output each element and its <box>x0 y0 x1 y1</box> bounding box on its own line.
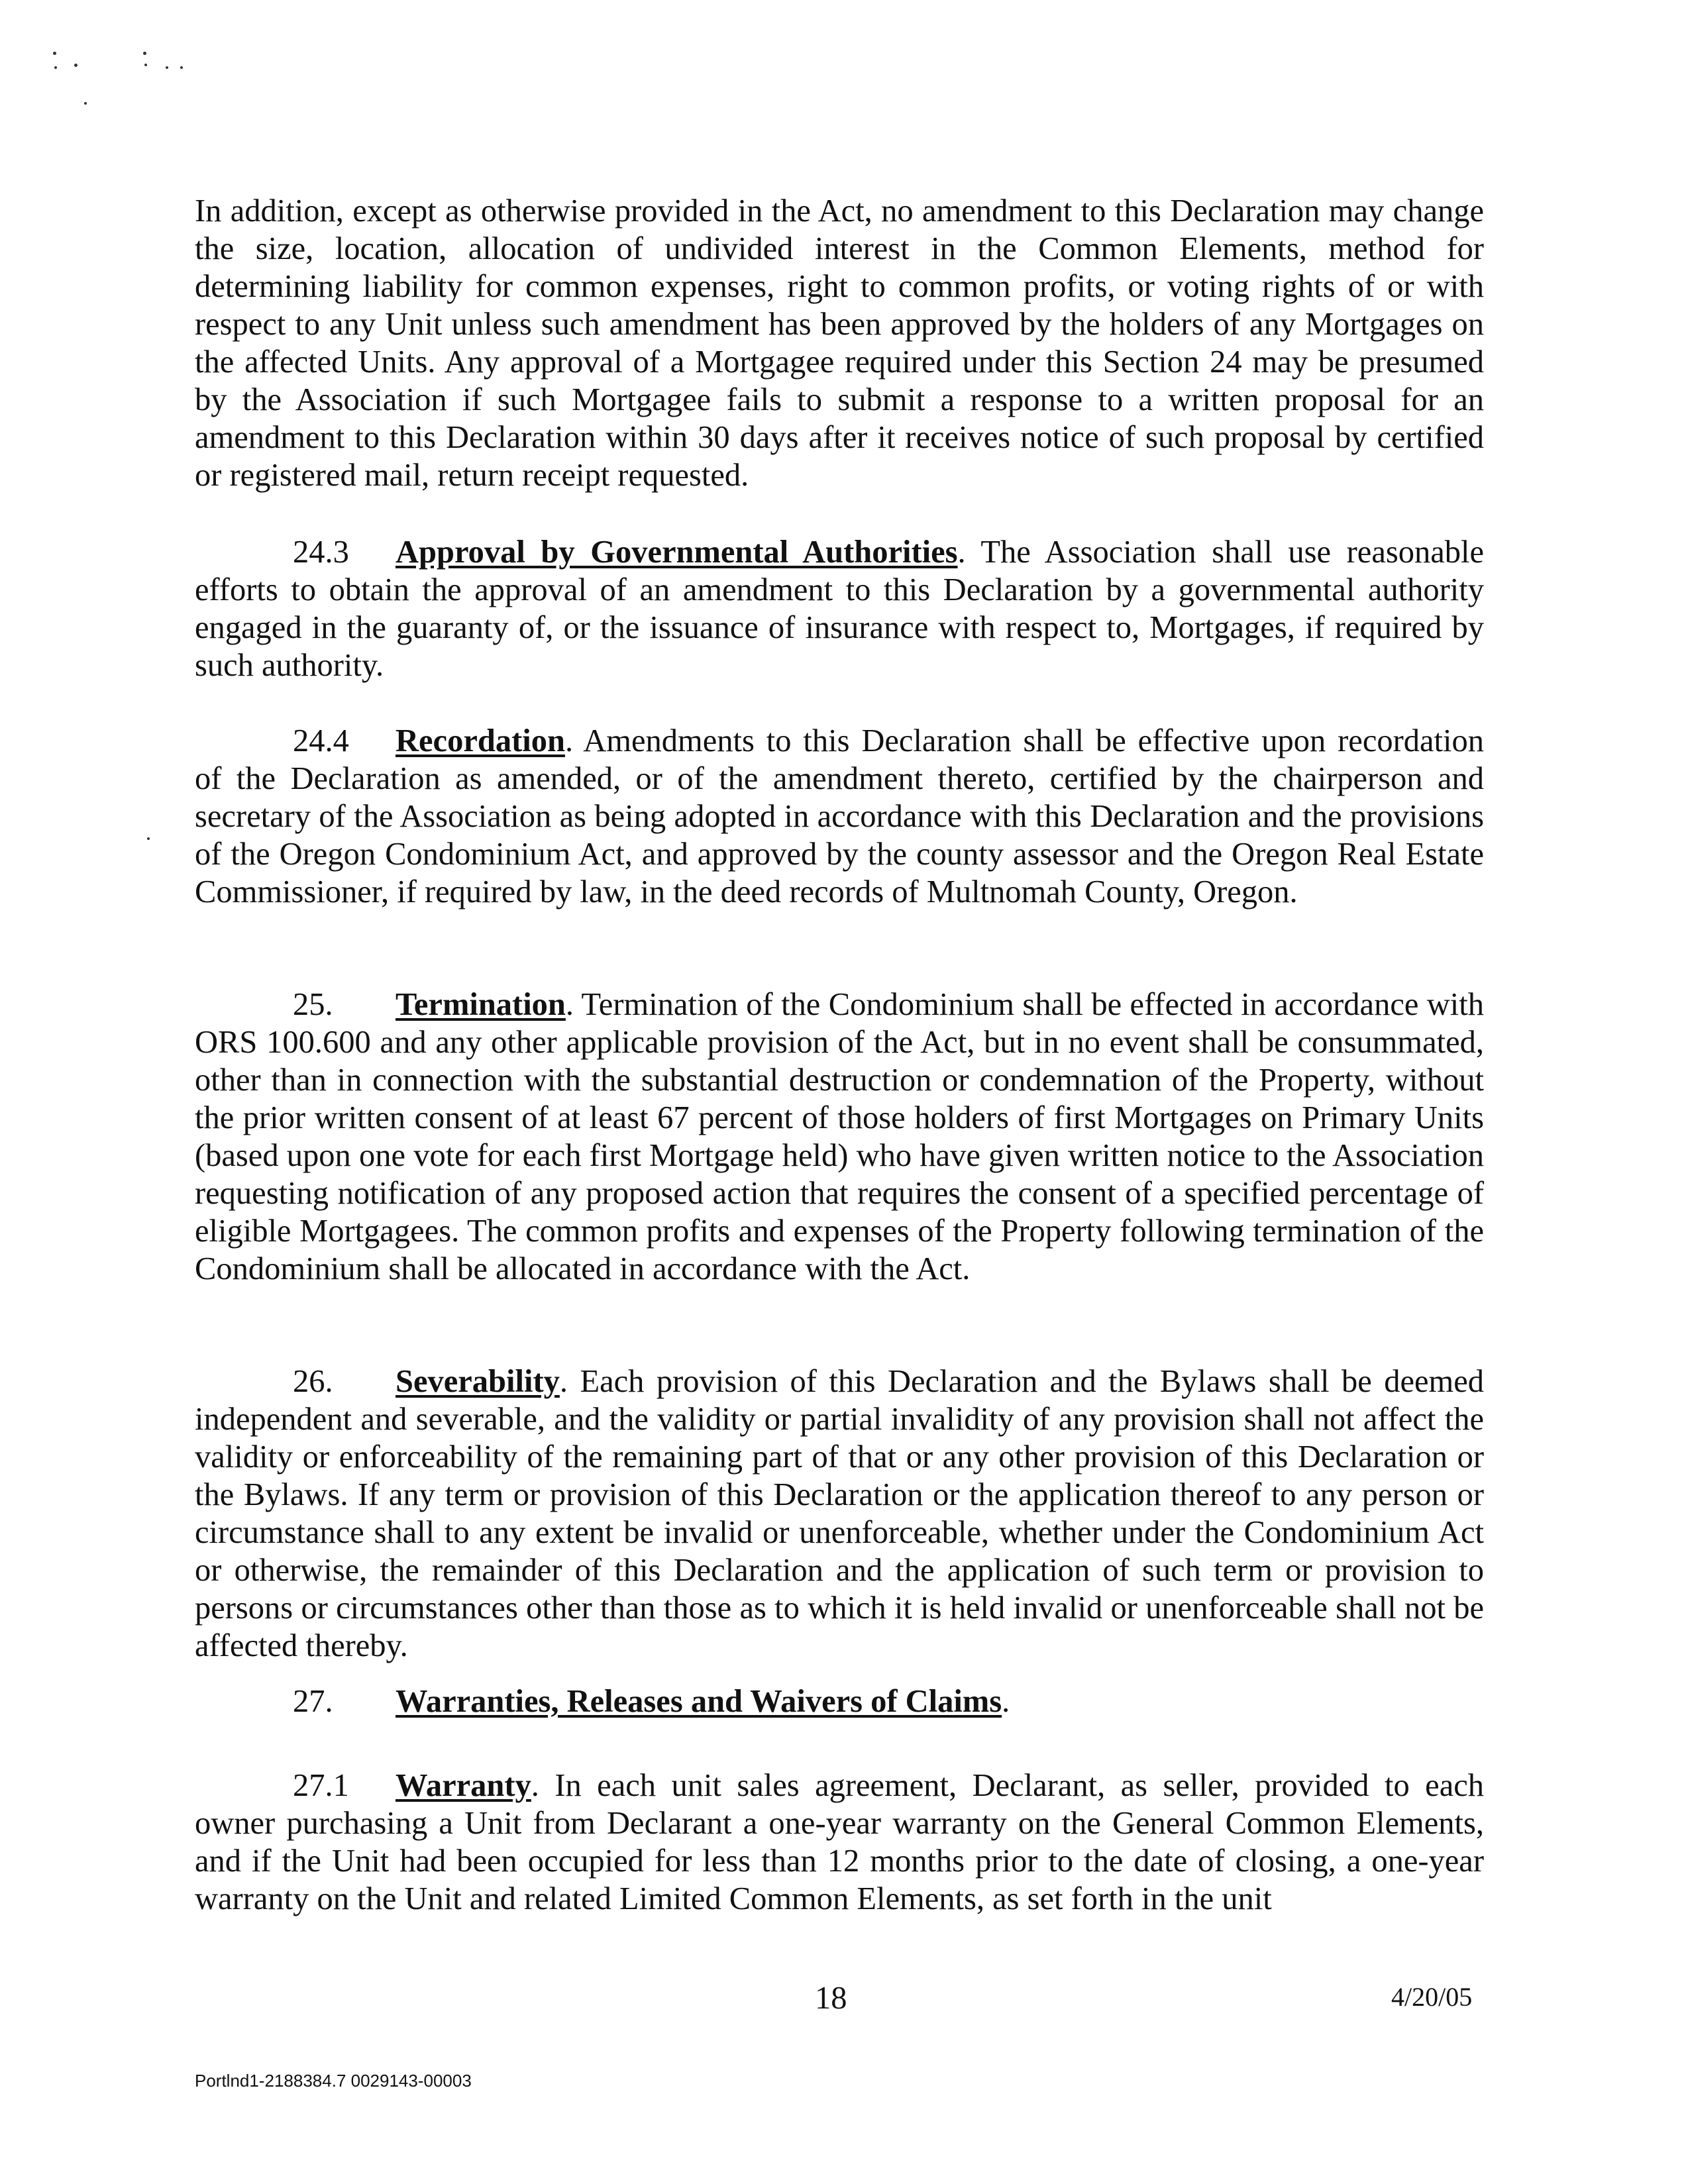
section-number: 24.3 <box>293 535 349 570</box>
page-date: 4/20/05 <box>1391 1982 1473 2012</box>
section-number: 27.1 <box>293 1768 349 1803</box>
section-25 <box>195 986 1484 1288</box>
section-number: 26. <box>293 1364 333 1399</box>
section-body: . Each provision of this Declaration and the Bylaws shall be deemed independent and severable, and the validity or partial invalidity of any provision shall not affect the validity or enforceability of the remaining part of that or any other provision of this Declaration or the Bylaws. If any term or provision of this Declaration or the application thereof to any person or circumstance shall to any extent be invalid or unenforceable, whether under the Condominium Act or otherwise, the remainder of this Declaration and the application of such term or provision to persons or circumstances other than those as to which it is held invalid or unenforceable shall not be affected thereby. <box>195 1364 1484 1663</box>
section-26 <box>195 1363 1484 1665</box>
scan-speck <box>143 52 146 55</box>
scan-speck <box>84 102 87 105</box>
scan-speck <box>54 66 57 69</box>
section-heading: Termination <box>395 987 566 1022</box>
section-heading: Severability <box>395 1364 560 1399</box>
page-number: 18 <box>815 1981 847 2016</box>
section-body: . Termination of the Condominium shall be effected in accordance with ORS 100.600 and any other applicable provision of the Act, but in no event shall be consummated, other than in connection with the substantial destruction or condemnation of the Property, without the prior written consent of at least 67 percent of those holders of first Mortgages on Primary Units (based upon one vote for each first Mortgage held) who have given written notice to the Association requesting notification of any proposed action that requires the consent of a specified percentage of eligible Mortgagees. The common profits and expenses of the Property following termination of the Condominium shall be allocated in accordance with the Act. <box>195 987 1484 1286</box>
scan-speck <box>53 52 56 55</box>
paragraph-amendment-restrictions: In addition, except as otherwise provided in the Act, no amendment to this Declaration may change the size, location, allocation of undivided interest in the Common Elements, method for determining liability for common expenses, right to common profits, or voting rights of or with respect to any Unit unless such amendment has been approved by the holders of any Mortgages on the affected Units. Any approval of a Mortgagee required under this Section 24 may be presumed by the Association if such Mortgagee fails to submit a response to a written proposal for an amendment to this Declaration within 30 days after it receives notice of such proposal by certified or registered mail, return receipt requested. <box>195 193 1484 493</box>
section-24-3 <box>195 533 1484 684</box>
section-24-4 <box>195 722 1484 911</box>
section-heading: Approval by Governmental Authorities <box>395 535 958 570</box>
scan-speck <box>144 64 147 66</box>
scan-speck <box>147 837 150 840</box>
scan-speck <box>166 66 168 69</box>
section-heading: Warranty <box>395 1768 531 1803</box>
section-body: . Amendments to this Declaration shall be effective upon recordation of the Declaration as amended, or of the amendment thereto, certified by the chairperson and secretary of the Association as being adopted in accordance with this Declaration and the provisions of the Oregon Condominium Act, and approved by the county assessor and the Oregon Real Estate Commissioner, if required by law, in the deed records of Multnomah County, Oregon. <box>195 723 1484 910</box>
section-number: 25. <box>293 987 333 1022</box>
section-heading: Warranties, Releases and Waivers of Claims <box>395 1684 1002 1719</box>
section-body: . <box>1002 1684 1010 1719</box>
document-id: Portlnd1-2188384.7 0029143-00003 <box>195 2071 472 2091</box>
scan-speck <box>74 64 78 67</box>
section-27-1 <box>195 1767 1484 1918</box>
section-number: 24.4 <box>293 723 349 758</box>
section-number: 27. <box>293 1684 333 1719</box>
section-27 <box>195 1683 1484 1720</box>
section-body: . The Association shall use reasonable efforts to obtain the approval of an amendment to this Declaration by a governmental authority engaged in the guaranty of, or the issuance of insurance with respect to, Mortgages, if required by such authority. <box>195 535 1484 683</box>
section-heading: Recordation <box>395 723 565 758</box>
scan-speck <box>180 66 183 69</box>
section-body: . In each unit sales agreement, Declarant, as seller, provided to each owner purchasing a Unit from Declarant a one-year warranty on the General Common Elements, and if the Unit had been occupied for less than 12 months prior to the date of closing, a one-year warranty on the Unit and related Limited Common Elements, as set forth in the unit <box>195 1768 1484 1916</box>
